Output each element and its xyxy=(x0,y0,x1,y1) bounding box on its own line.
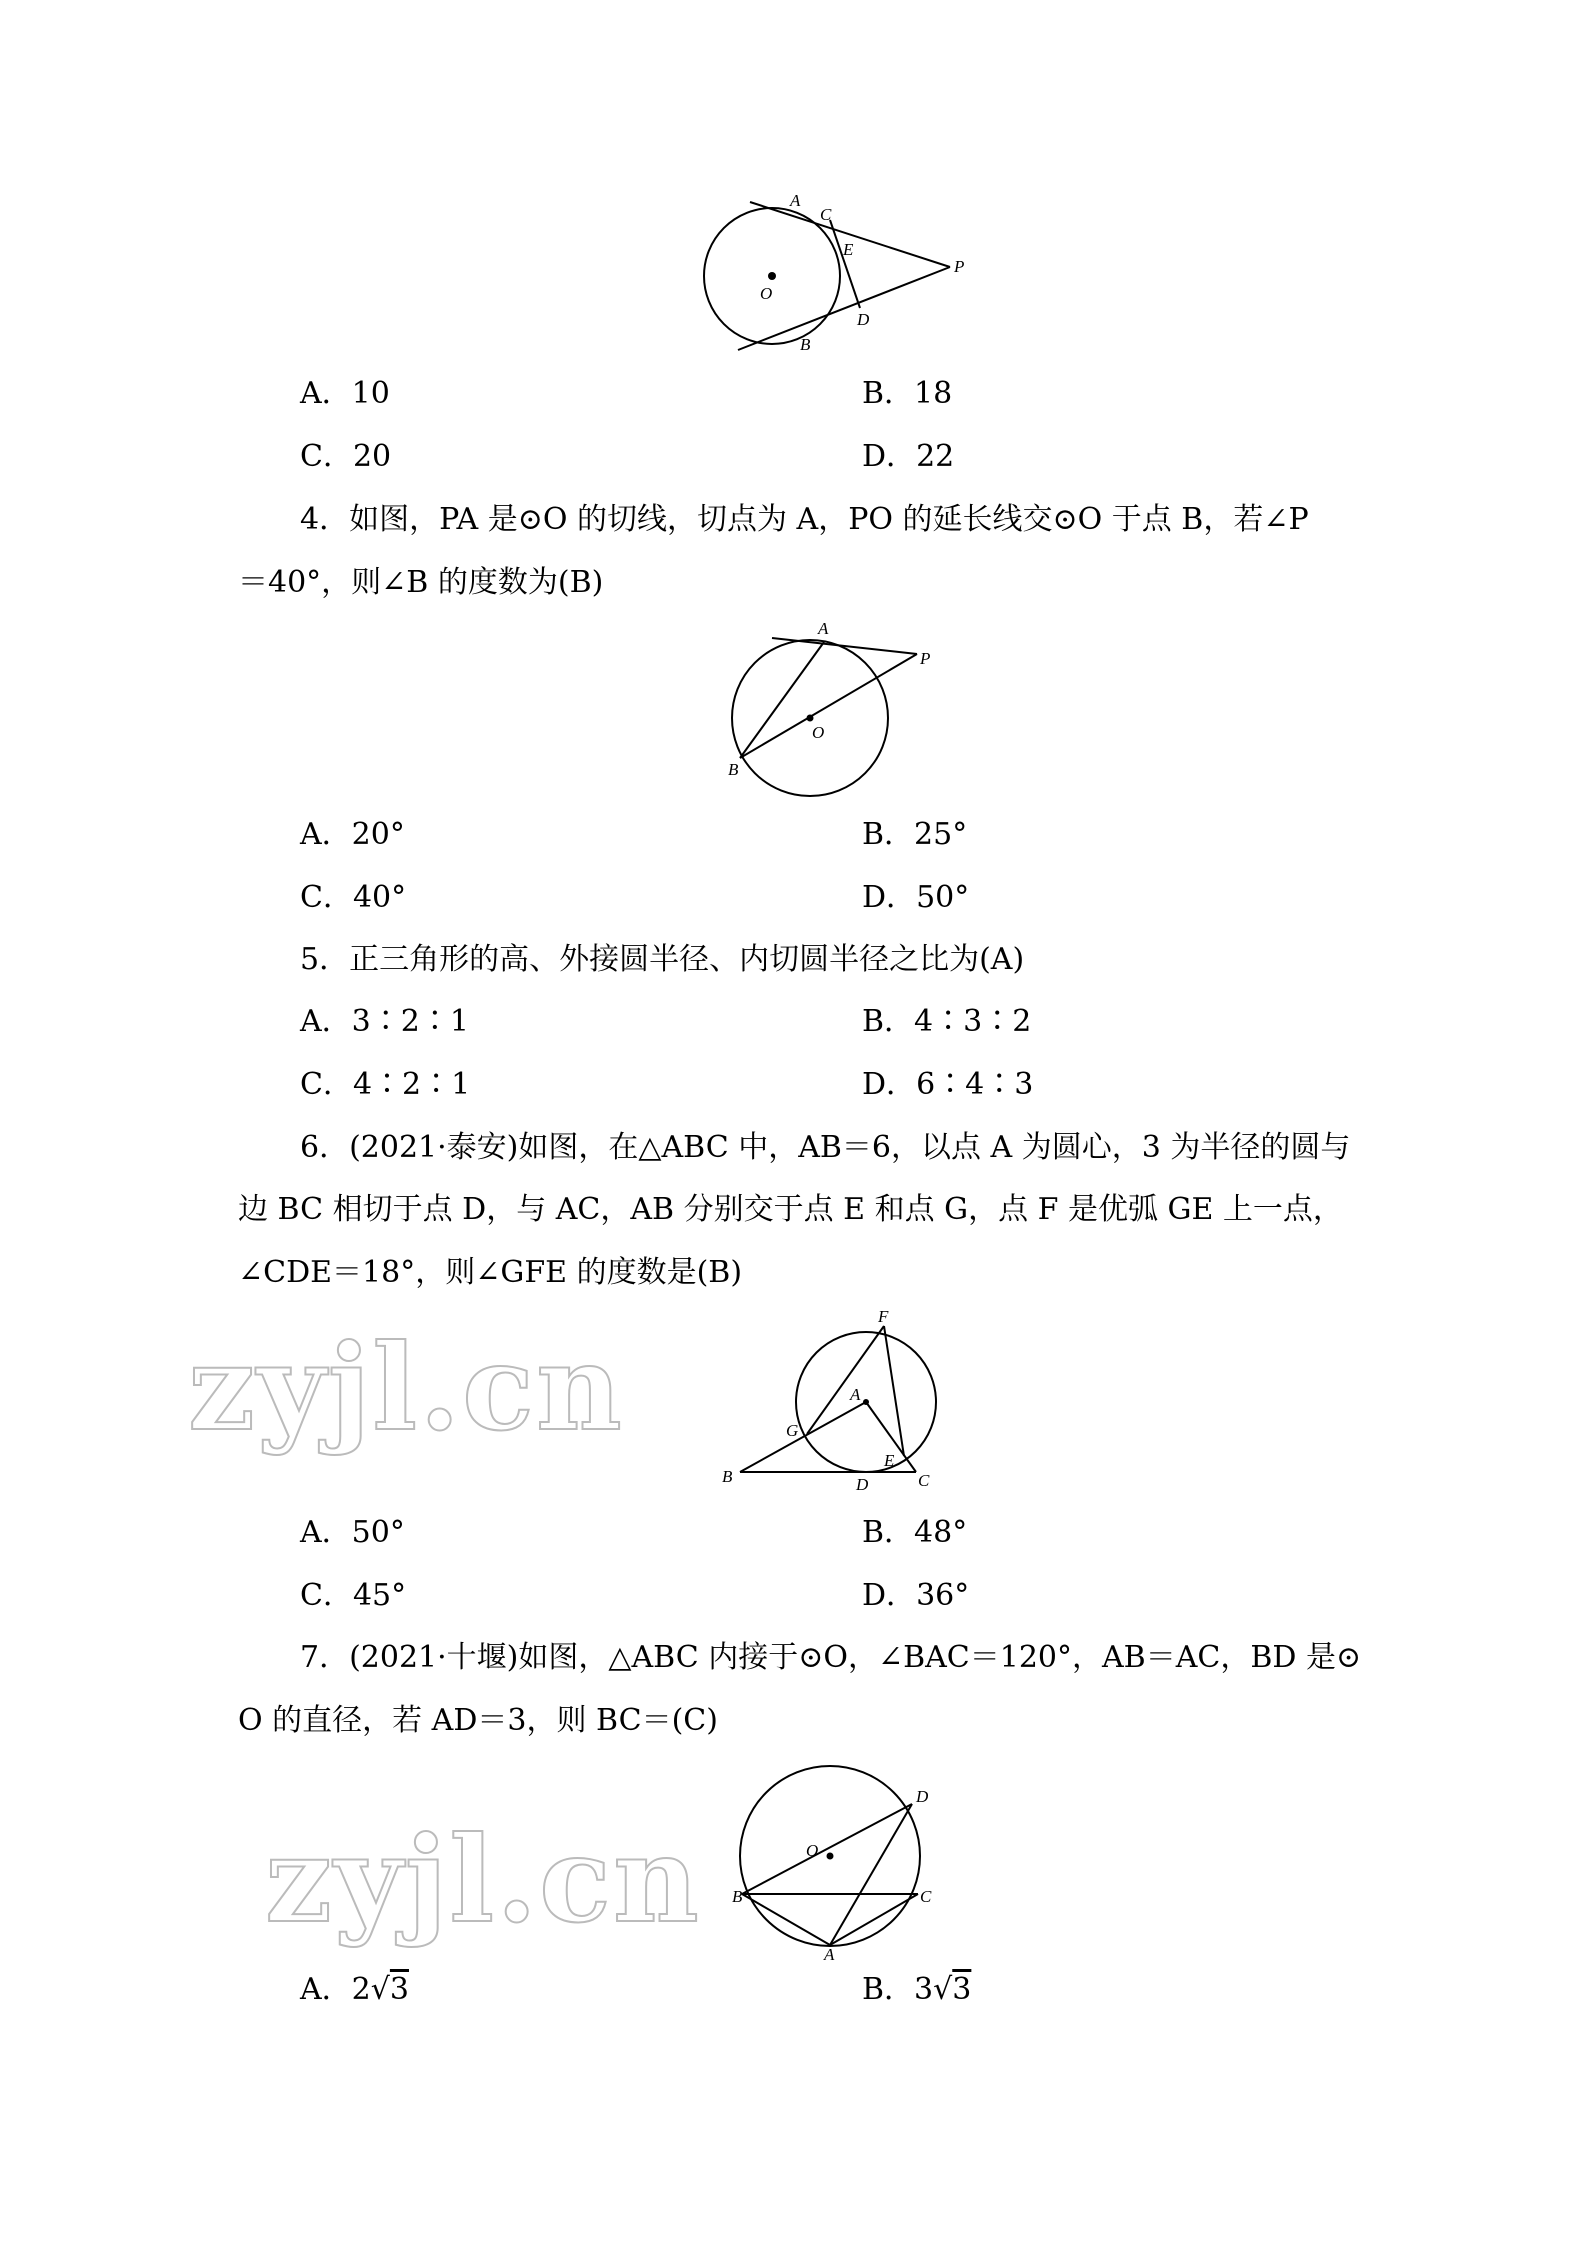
q6-label-a: A xyxy=(850,1385,861,1404)
q4-label-a: A xyxy=(818,619,829,638)
q4-question-line1: 4．如图，PA 是⊙O 的切线，切点为 A，PO 的延长线交⊙O 于点 B，若∠P xyxy=(300,502,1309,537)
watermark-2: zyjl.cn xyxy=(265,1810,701,1949)
q3-option-d: D．22 xyxy=(862,439,955,474)
q6-label-e: E xyxy=(884,1451,895,1470)
q7-label-c: C xyxy=(920,1887,932,1906)
q5-option-a: A．3∶2∶1 xyxy=(300,1004,469,1039)
q3-option-c: C．20 xyxy=(300,439,392,474)
q3-label-c: C xyxy=(820,205,832,224)
q7-label-a: A xyxy=(824,1945,835,1960)
q6-question-line1: 6．(2021·泰安)如图，在△ABC 中，AB＝6，以点 A 为圆心，3 为半径的圆与 xyxy=(300,1130,1351,1165)
q4-question-line2: ＝40°，则∠B 的度数为(B) xyxy=(238,565,604,600)
q7-label-o: O xyxy=(806,1841,819,1860)
q7-question-line2: O 的直径，若 AD＝3，则 BC＝(C) xyxy=(238,1703,718,1738)
q4-label-b: B xyxy=(728,760,739,779)
q6-option-b: B．48° xyxy=(862,1515,968,1550)
sqrt-icon: √ xyxy=(370,1972,390,2007)
q4-option-d: D．50° xyxy=(862,880,970,915)
q3-label-p: P xyxy=(954,257,965,276)
q7-label-b: B xyxy=(732,1887,743,1906)
q6-option-a: A．50° xyxy=(300,1515,405,1550)
q6-label-c: C xyxy=(918,1471,930,1490)
q3-figure xyxy=(690,180,980,370)
q7-option-a: A．2√3 xyxy=(300,1972,409,2007)
q5-option-b: B．4∶3∶2 xyxy=(862,1004,1032,1039)
q6-question-line2: 边 BC 相切于点 D，与 AC，AB 分别交于点 E 和点 G，点 F 是优弧 GE 上一点， xyxy=(238,1192,1343,1227)
q6-label-f: F xyxy=(878,1308,889,1326)
q6-figure xyxy=(718,1308,948,1498)
q7-label-d: D xyxy=(916,1787,929,1806)
q5-question-line1: 5．正三角形的高、外接圆半径、内切圆半径之比为(A) xyxy=(300,942,1025,977)
q7-question-line1: 7．(2021·十堰)如图，△ABC 内接于⊙O，∠BAC＝120°，AB＝AC，BD 是⊙ xyxy=(300,1640,1362,1675)
q6-label-d: D xyxy=(856,1475,869,1494)
q4-option-b: B．25° xyxy=(862,817,968,852)
q6-option-d: D．36° xyxy=(862,1578,970,1613)
q6-label-g: G xyxy=(786,1421,799,1440)
q3-label-d: D xyxy=(857,310,870,329)
q5-option-c: C．4∶2∶1 xyxy=(300,1067,471,1102)
q7-figure xyxy=(720,1760,950,1960)
q6-option-c: C．45° xyxy=(300,1578,407,1613)
q4-option-c: C．40° xyxy=(300,880,407,915)
q3-label-b: B xyxy=(800,335,811,354)
watermark-1: zyjl.cn xyxy=(188,1318,624,1457)
sqrt-icon: √ xyxy=(933,1972,953,2007)
q4-label-p: P xyxy=(920,649,931,668)
q3-label-e: E xyxy=(843,240,854,259)
q3-option-a: A．10 xyxy=(300,376,390,411)
q3-label-a: A xyxy=(790,191,801,210)
q5-option-d: D．6∶4∶3 xyxy=(862,1067,1034,1102)
q4-option-a: A．20° xyxy=(300,817,405,852)
q6-question-line3: ∠CDE＝18°，则∠GFE 的度数是(B) xyxy=(238,1255,743,1290)
q4-label-o: O xyxy=(812,723,825,742)
q6-label-b: B xyxy=(722,1467,733,1486)
q4-figure xyxy=(720,618,950,803)
q7-option-b: B．3√3 xyxy=(862,1972,972,2007)
q3-option-b: B．18 xyxy=(862,376,953,411)
q3-label-o: O xyxy=(760,284,773,303)
